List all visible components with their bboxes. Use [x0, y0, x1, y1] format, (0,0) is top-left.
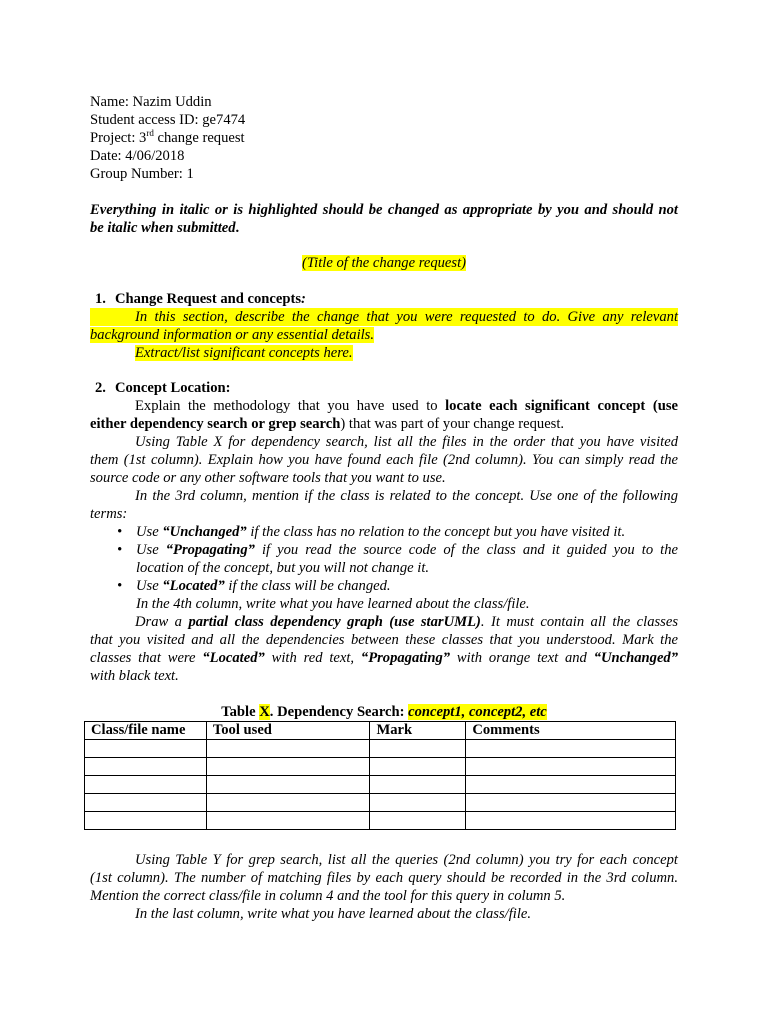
bullet-icon: •	[117, 542, 123, 558]
table-caption: Table X. Dependency Search: concept1, concept2, etc	[221, 704, 547, 720]
section-2-p5-line-1: Draw a partial class dependency graph (use starUML). It must contain all the classes	[135, 614, 679, 630]
section-2-p1-line-1: Explain the methodology that you have used to locate each significant concept (use	[135, 398, 678, 414]
table-cell[interactable]	[206, 776, 370, 794]
section-1-line-2: background information or any essential details.	[90, 327, 375, 343]
table-row	[85, 758, 676, 776]
table-cell[interactable]	[85, 758, 207, 776]
column-header: Tool used	[206, 722, 370, 740]
name-line: Name: Nazim Uddin	[90, 94, 212, 110]
table-cell[interactable]	[370, 740, 466, 758]
section-2-heading: 2. Concept Location:	[95, 380, 231, 396]
bullet-icon: •	[117, 578, 123, 594]
table-cell[interactable]	[466, 776, 676, 794]
section-2-p1-line-2: either dependency search or grep search) that was part of your change request.	[90, 416, 565, 432]
table-cell[interactable]	[206, 794, 370, 812]
table-header-row	[85, 722, 676, 740]
dependency-search-table	[84, 721, 676, 830]
table-row	[85, 776, 676, 794]
table-cell[interactable]	[85, 740, 207, 758]
table-cell[interactable]	[85, 812, 207, 830]
table-cell[interactable]	[466, 740, 676, 758]
section-2-p3-line-1: In the 3rd column, mention if the class is related to the concept. Use one of the following	[135, 488, 678, 504]
table-cell[interactable]	[466, 758, 676, 776]
title-placeholder: (Title of the change request)	[301, 255, 466, 271]
section-2-p5-line-2: that you visited and all the dependencies between these classes that you understood. Mark the	[90, 632, 678, 648]
bullet-unchanged: • Use “Unchanged” if the class has no relation to the concept but you have visited it.	[117, 524, 626, 540]
section-2-p5-line-3: classes that were “Located” with red text, “Propagating” with orange text and “Unchanged”	[90, 650, 679, 666]
table-cell[interactable]	[370, 794, 466, 812]
bullet-icon: •	[117, 524, 123, 540]
table-cell[interactable]	[206, 758, 370, 776]
table-cell[interactable]	[370, 776, 466, 794]
section-2-p5-line-4: with black text.	[90, 668, 179, 684]
section-1-line-3: Extract/list significant concepts here.	[135, 345, 353, 361]
section-2-p4: In the 4th column, write what you have learned about the class/file.	[136, 596, 530, 612]
section-2-p2-line-1: Using Table X for dependency search, list all the files in the order that you have visited	[135, 434, 678, 450]
group-line: Group Number: 1	[90, 166, 194, 182]
table-cell[interactable]	[206, 812, 370, 830]
instructions-line-1: Everything in italic or is highlighted should be changed as appropriate by you and should not	[90, 202, 678, 218]
date-line: Date: 4/06/2018	[90, 148, 185, 164]
table-cell[interactable]	[370, 812, 466, 830]
column-header: Comments	[466, 722, 676, 740]
table-row	[85, 740, 676, 758]
project-line: Project: 3rd change request	[90, 128, 245, 146]
bullet-located: • Use “Located” if the class will be changed.	[117, 578, 391, 594]
table-cell[interactable]	[466, 794, 676, 812]
grep-paragraph-line-2: (1st column). The number of matching files by each query should be recorded in the 3rd column.	[90, 870, 678, 886]
table-cell[interactable]	[466, 812, 676, 830]
section-1-line-1: In this section, describe the change that you were requested to do. Give any relevant	[90, 308, 678, 326]
bullet-propagating: • Use “Propagating” if you read the source code of the class and it guided you to the location of the concept, but you will not change it.	[117, 542, 678, 576]
column-header: Mark	[370, 722, 466, 740]
grep-paragraph-line-4: In the last column, write what you have learned about the class/file.	[135, 906, 531, 922]
column-header: Class/file name	[85, 722, 207, 740]
section-2-p2-line-2: them (1st column). Explain how you have found each file (2nd column). You can simply read the	[90, 452, 678, 468]
grep-paragraph-line-3: Mention the correct class/file in column 4 and the tool for this query in column 5.	[90, 888, 566, 904]
section-1-heading: 1. Change Request and concepts:	[95, 291, 306, 307]
student-id-line: Student access ID: ge7474	[90, 112, 246, 128]
section-2-p2-line-3: source code or any other software tools that you want to use.	[90, 470, 446, 486]
table-row	[85, 812, 676, 830]
section-2-p3-line-2: terms:	[90, 506, 128, 522]
table-cell[interactable]	[85, 794, 207, 812]
table-row	[85, 794, 676, 812]
instructions-line-2: be italic when submitted.	[90, 220, 240, 236]
grep-paragraph-line-1: Using Table Y for grep search, list all the queries (2nd column) you try for each concept	[135, 852, 678, 868]
table-cell[interactable]	[206, 740, 370, 758]
table-cell[interactable]	[85, 776, 207, 794]
table-cell[interactable]	[370, 758, 466, 776]
